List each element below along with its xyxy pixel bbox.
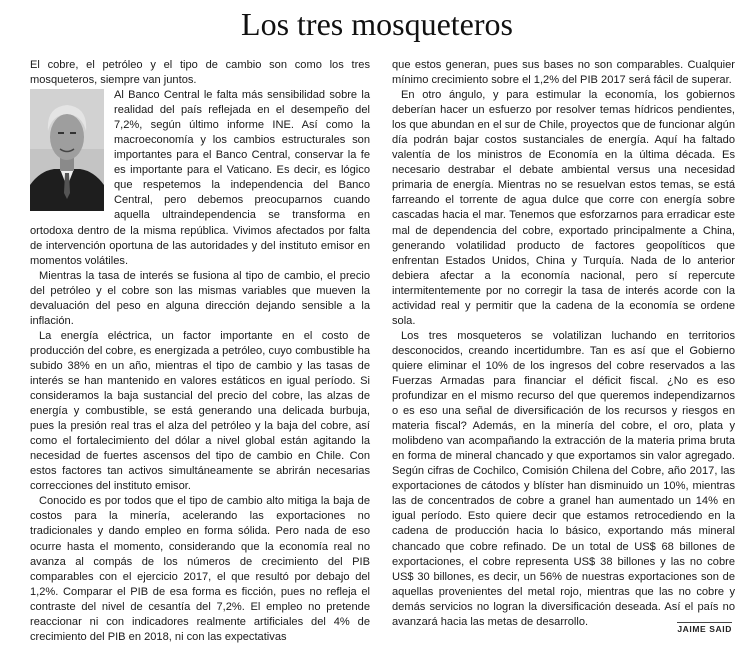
paragraph: La energía eléctrica, un factor importante en el costo de producción del cobre, es energizada a petróleo, cuyo combustible ha subido 38% en un año, mientras el tipo de cambio y las tasas de interés se han mantenido en valores estáticos en igual período. Si consideramos la baja sustancial del precio del cobre, las alzas de energía y combustible, se está generando una delicada burbuja, pues la presión real tras el alza del petróleo y la baja del cobre, así como el fortalecimiento del dólar a nivel global están agitando la necesidad de fuertes ascensos del tipo de cambio en Chile. Con estos factores tan activos simultáneamente se abrirán necesarias correcciones del instituto emisor. [30,329,370,493]
right-column [392,58,735,630]
paragraph: Al Banco Central le falta más sensibilidad sobre la realidad del país reflejada en el desempeño del 7,2%, según último informe INE. Así como la macroeconomía y los cambios estructurales son importantes para el Banco Central, conservar la fe es importante para el Vaticano. Es decir, es lógico que respetemos la independencia del Banco Central, pero debemos preocuparnos cuando aquella ultraindependencia se transforma en ortodoxa dentro de la misma república. Vivimos afectados por falta de intervención oportuna de las autoridades y del instituto emisor en momentos volátiles. [30,89,370,267]
paragraph: Los tres mosqueteros se volatilizan luchando en territorios desconocidos, creando incertidumbre. Tan es así que el Gobierno quiere eliminar el 10% de los ingresos del cobre reservados a las Fuerzas Armadas para financiar el déficit fiscal. ¿No es eso profundizar en el mismo recurso del que queremos independizarnos o es eso una señal de diversificación de los recursos y riesgos en materia fiscal? Además, en la minería del cobre, el oro, plata y molibdeno van acompañando la extracción de la materia prima bruta en forma de mineral chancado y que exportamos sin valor agregado. Según cifras de Cochilco, Comisión Chilena del Cobre, año 2017, las exportaciones de cátodos y blíster han disminuido un 10%, mientras las de concentrados de cobre a granel han aumentado un 14% en igual período. Esto quiere decir que estamos retrocediendo en la cadena de producción hacia lo básico, exportando más mineral chancado que cobre refinado. De un total de US$ 68 billones de exportaciones, el cobre representa US$ 38 billones y las no cobre US$ 30 billones, es decir, un 56% de nuestras exportaciones son de aquellas provenientes del metal rojo, mientras que las no cobre y demás servicios no logran la diversificación deseada. Así el país no avanzará hacia las metas de desarrollo. [392,329,735,628]
paragraph: Mientras la tasa de interés se fusiona al tipo de cambio, el precio del petróleo y el cobre son las mismas variables que mueven la devaluación del peso en alguna dirección dejando sensible a la inflación. [30,269,370,327]
paragraph: El cobre, el petróleo y el tipo de cambio son como los tres mosqueteros, siempre van juntos. [30,59,370,87]
paragraph: Conocido es por todos que el tipo de cambio alto mitiga la baja de costos para la minería, acelerando las exportaciones no tradicionales y dando empleo en forma sólida. Pero nada de eso ocurre hasta el momento, considerando que la economía real no avanza al compás de los números de crecimiento del PIB comparables con el ejercicio 2017, el que resultó por debajo del 1,2%. Comparar el PIB de esa forma es ficción, pues no refleja el contraste del nivel de cesantía del 7,2%. El empleo no pretende reaccionar ni con indicadores realmente artificiales del 4% de crecimiento del PIB en 2018, ni con las expectativas [30,495,370,643]
author-signature: JAIME SAID [677,624,732,634]
article-title: Los tres mosqueteros [241,6,513,42]
left-column [30,58,370,645]
paragraph: En otro ángulo, y para estimular la economía, los gobiernos deberían hacer un esfuerzo por resolver temas hídricos pendientes, los que abundan en el sur de Chile, proyectos que de funcionar algún día podrán bajar costos sustanciales de energía. Aquí ha faltado valentía de los ministros de Economía en la última década. Es necesario destrabar el debate ambiental versus una necesidad primaria de energía. Mientras no se resuelvan estos temas, se está farreando el torrente de agua dulce que corre con energía sobre cascadas hacia el mar. Tenemos que esforzarnos para erradicar este mal de dependencia del cobre, exportado principalmente a China, generando volatilidad producto de factores geopolíticos que enfrentan Estados Unidos, China y Turquía. Nada de lo anterior debiera afectar a la economía nacional, pero sí repercute intermitentemente por no corregir la tasa de interés acorde con la actividad real y permitir que la cadena de la economía se ordene sola. [392,89,735,327]
paragraph: que estos generan, pues sus bases no son comparables. Cualquier mínimo crecimiento sobre el 1,2% del PIB 2017 será fácil de superar. [392,59,735,87]
author-photo [30,89,104,211]
